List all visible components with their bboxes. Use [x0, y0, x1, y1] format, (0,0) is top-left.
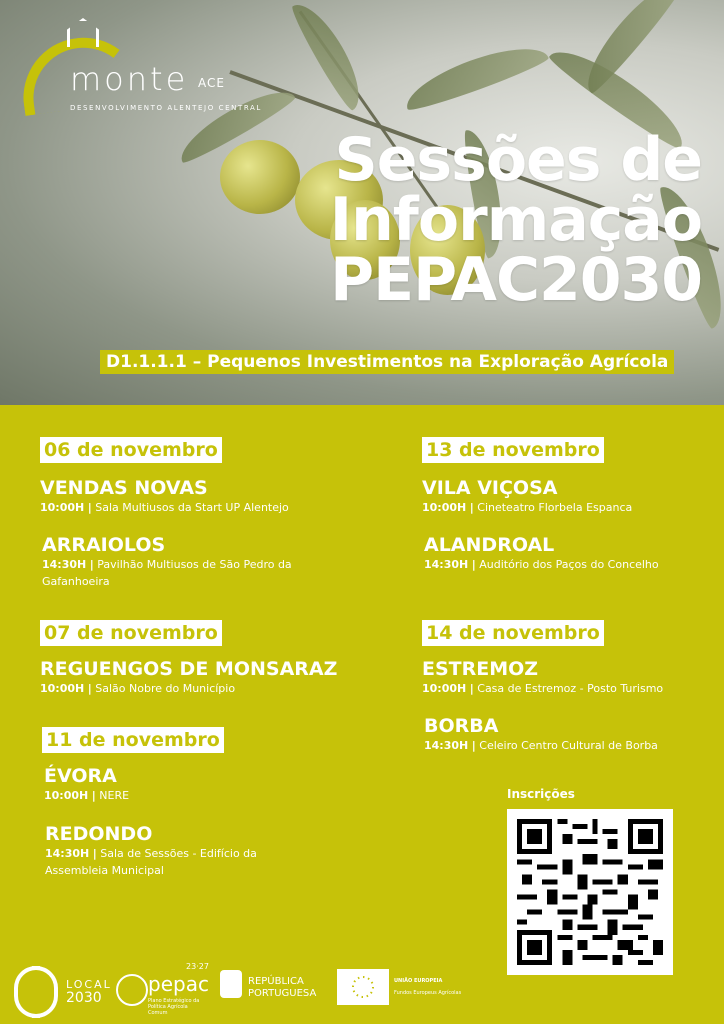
pepac-years: 23·27 [186, 962, 209, 971]
event-time: 14:30H [424, 739, 469, 752]
measure-subtitle: D1.1.1.1 – Pequenos Investimentos na Exploração Agrícola [100, 350, 674, 374]
event-place: ESTREMOZ [422, 658, 539, 680]
event-venue: Celeiro Centro Cultural de Borba [479, 739, 658, 752]
event-venue: Pavilhão Multiusos de São Pedro da Gafanhoeira [42, 558, 292, 588]
event-place: REGUENGOS DE MONSARAZ [40, 658, 338, 680]
event-detail [424, 737, 712, 754]
event-detail [424, 556, 712, 573]
title-line-2: Informação [329, 185, 702, 255]
event-venue: Casa de Estremoz - Posto Turismo [477, 682, 664, 695]
title-line-1: Sessões de [334, 125, 702, 195]
date-badge: 06 de novembro [40, 437, 222, 463]
leaf-shape [399, 35, 550, 114]
event-place: ÉVORA [44, 765, 117, 787]
event-time: 10:00H [44, 789, 89, 802]
event-venue: Sala Multiusos da Start UP Alentejo [95, 501, 289, 514]
event-item [422, 715, 712, 754]
date-badge: 14 de novembro [422, 620, 604, 646]
footer-logos [0, 960, 724, 1024]
event-item [40, 534, 340, 590]
republica-emblem-icon [220, 970, 242, 998]
separator: | [469, 501, 474, 514]
separator: | [471, 739, 476, 752]
title-line-3: PEPAC2030 [330, 245, 702, 315]
event-detail [45, 845, 295, 879]
separator: | [469, 682, 474, 695]
portuguesa-label: PORTUGUESA [248, 988, 317, 999]
event-place: ALANDROAL [424, 534, 555, 556]
eu-label: UNIÃO EUROPEIA [394, 978, 443, 984]
event-item [422, 477, 712, 516]
event-detail [422, 499, 712, 516]
event-detail [40, 499, 340, 516]
date-badge: 07 de novembro [40, 620, 222, 646]
event-venue: Cineteatro Florbela Espanca [477, 501, 633, 514]
event-item [42, 823, 342, 879]
event-detail [42, 556, 322, 590]
left-schedule-column-3 [42, 727, 342, 879]
separator: | [87, 501, 92, 514]
event-item [40, 477, 340, 516]
event-place: VENDAS NOVAS [40, 477, 208, 499]
event-venue: Auditório dos Paços do Concelho [479, 558, 659, 571]
pepac-globe-icon [116, 974, 148, 1006]
pepac-subtitle: Plano Estratégico da Política Agrícola Comum [148, 998, 200, 1016]
date-badge: 13 de novembro [422, 437, 604, 463]
left-schedule-column [40, 437, 340, 590]
eu-fund-label: Fundos Europeus Agrícolas [394, 990, 462, 996]
event-time: 10:00H [40, 501, 85, 514]
event-place: REDONDO [45, 823, 153, 845]
local-year: 2030 [66, 990, 102, 1006]
event-item [40, 658, 360, 697]
event-item [422, 658, 712, 697]
republica-label: REPÚBLICA [248, 976, 304, 987]
event-detail [44, 787, 342, 804]
date-badge: 11 de novembro [42, 727, 224, 753]
event-venue: Salão Nobre do Município [95, 682, 236, 695]
logo-tagline: DESENVOLVIMENTO ALENTEJO CENTRAL [70, 104, 262, 112]
left-schedule-column-2 [40, 620, 360, 697]
local2030-logo-icon [14, 966, 64, 1016]
event-item [422, 534, 712, 573]
event-time: 14:30H [45, 847, 90, 860]
right-schedule-column [422, 437, 712, 573]
separator: | [92, 847, 97, 860]
event-time: 10:00H [422, 501, 467, 514]
event-time: 10:00H [422, 682, 467, 695]
event-time: 14:30H [424, 558, 469, 571]
page-title [329, 125, 702, 315]
local-label: LOCAL [66, 978, 112, 991]
event-detail [40, 680, 360, 697]
right-schedule-column-2 [422, 620, 712, 754]
separator: | [91, 789, 96, 802]
event-place: ARRAIOLOS [42, 534, 166, 556]
separator: | [471, 558, 476, 571]
event-detail [422, 680, 712, 697]
event-item [42, 765, 342, 804]
event-place: VILA VIÇOSA [422, 477, 558, 499]
registration-qr-code[interactable] [507, 809, 673, 975]
monte-logo [20, 18, 262, 118]
event-time: 10:00H [40, 682, 85, 695]
house-icon [67, 18, 99, 47]
registration-label: Inscrições [507, 787, 575, 801]
olive-shape [220, 140, 300, 214]
logo-name: monte [70, 60, 189, 98]
logo-suffix: ACE [198, 76, 225, 90]
event-venue: NERE [99, 789, 130, 802]
separator: | [89, 558, 94, 571]
event-place: BORBA [424, 715, 499, 737]
date-block [40, 437, 340, 590]
separator: | [87, 682, 92, 695]
event-venue: Sala de Sessões - Edifício da Assembleia Municipal [45, 847, 257, 877]
event-time: 14:30H [42, 558, 87, 571]
qr-code-icon [517, 819, 663, 965]
pepac-label: pepac [148, 972, 209, 996]
leaf-shape [574, 0, 685, 97]
eu-flag-icon [337, 969, 389, 1005]
